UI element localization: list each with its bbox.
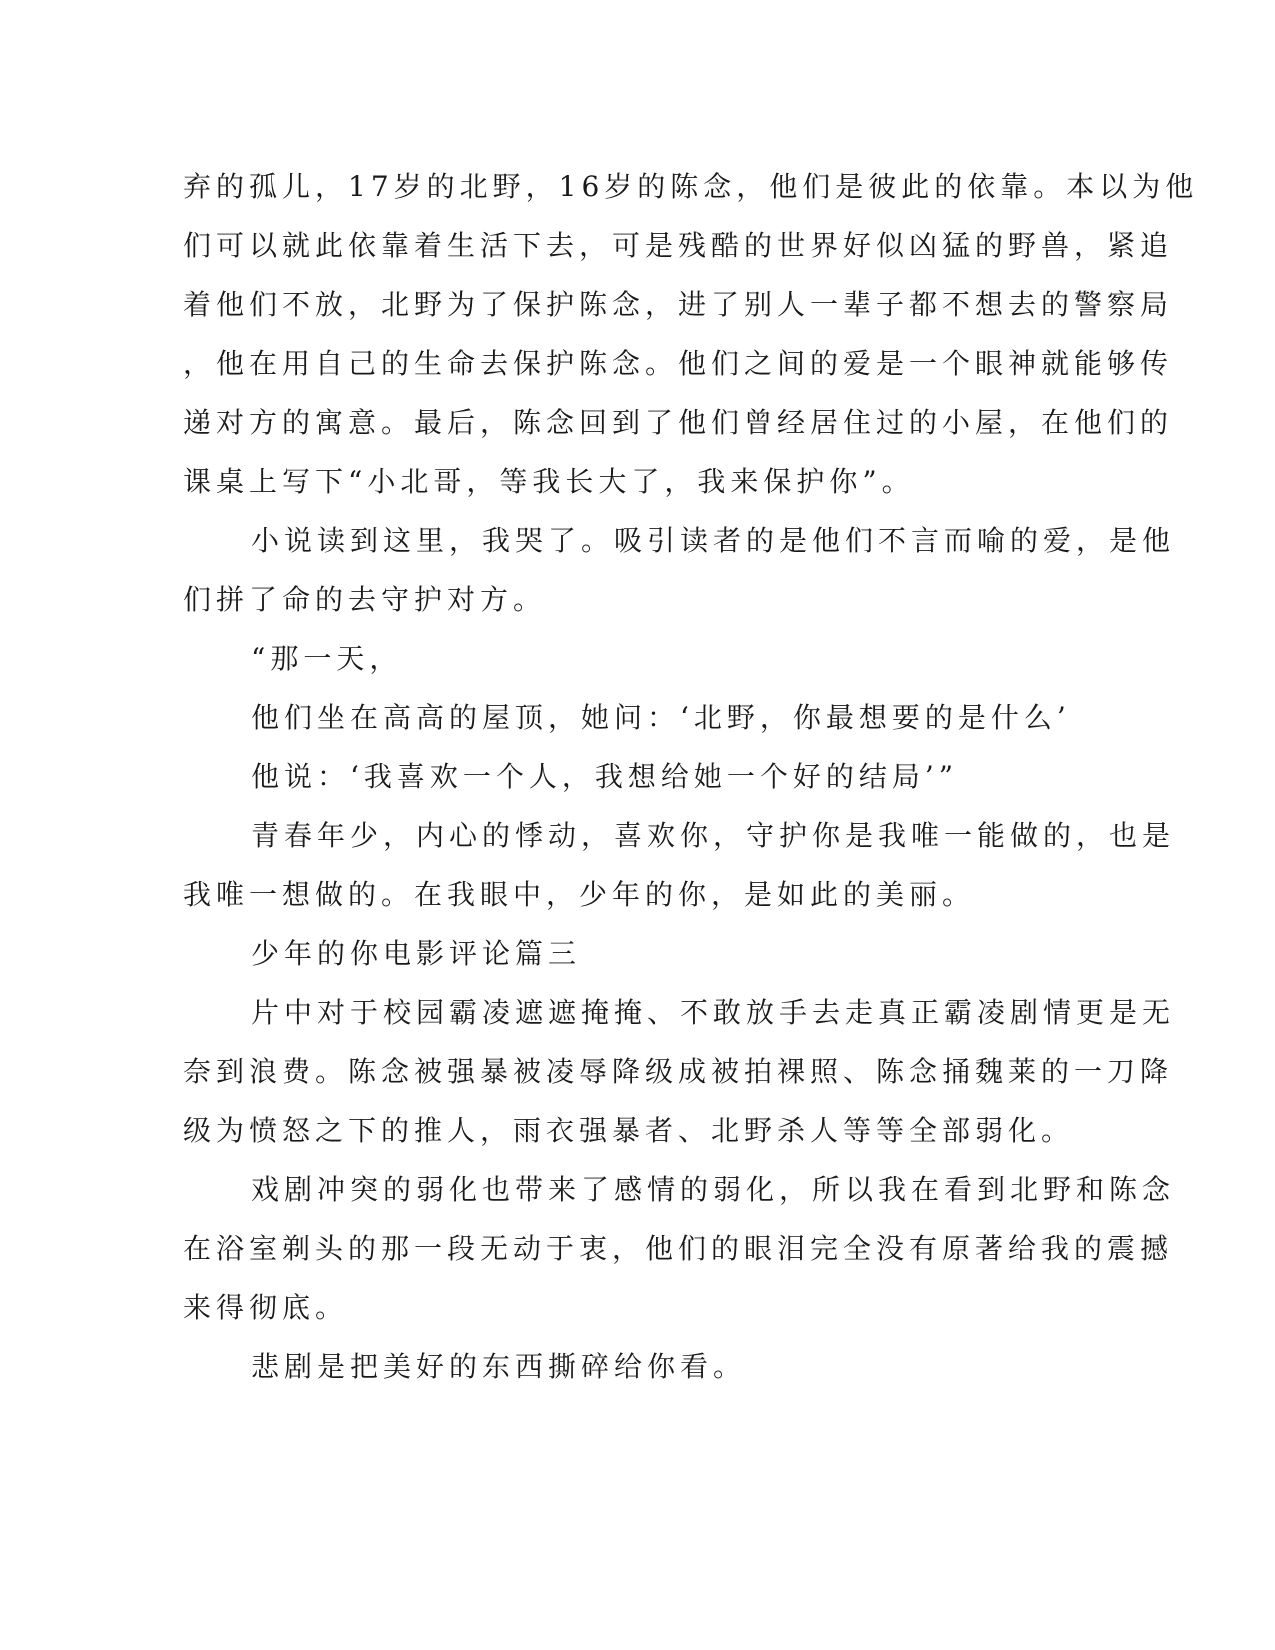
text-line: 弃的孤儿，17岁的北野，16岁的陈念，他们是彼此的依靠。本以为他 [183,170,1199,203]
text-line: 戏剧冲突的弱化也带来了感情的弱化，所以我在看到北野和陈念 [251,1173,1176,1206]
text-line: 小说读到这里，我哭了。吸引读者的是他们不言而喻的爱，是他 [251,524,1176,557]
text-line: 我唯一想做的。在我眼中，少年的你，是如此的美丽。 [183,878,976,911]
section-heading: 少年的你电影评论篇三 [251,937,582,970]
text-line: 悲剧是把美好的东西撕碎给你看。 [251,1350,747,1383]
document-body [183,157,1199,1396]
text-line: 他说：‘我喜欢一个人，我想给她一个好的结局’” [251,760,959,793]
text-line: 他们坐在高高的屋顶，她问：‘北野，你最想要的是什么’ [251,701,1071,734]
text-line: 片中对于校园霸凌遮遮掩掩、不敢放手去走真正霸凌剧情更是无 [251,996,1176,1029]
text-line: 们可以就此依靠着生活下去，可是残酷的世界好似凶猛的野兽，紧追 [183,229,1174,262]
text-line: 青春年少，内心的悸动，喜欢你，守护你是我唯一能做的，也是 [251,819,1176,852]
text-line: 递对方的寓意。最后，陈念回到了他们曾经居住过的小屋，在他们的 [183,406,1174,439]
text-line: 来得彻底。 [183,1291,349,1324]
text-line: 们拼了命的去守护对方。 [183,583,547,616]
text-line: 在浴室剃头的那一段无动于衷，他们的眼泪完全没有原著给我的震撼 [183,1232,1174,1265]
text-line: 奈到浪费。陈念被强暴被凌辱降级成被拍裸照、陈念捅魏莱的一刀降 [183,1055,1174,1088]
text-line: ，他在用自己的生命去保护陈念。他们之间的爱是一个眼神就能够传 [183,347,1174,380]
text-line: 级为愤怒之下的推人，雨衣强暴者、北野杀人等等全部弱化。 [183,1114,1075,1147]
text-line: 课桌上写下“小北哥，等我长大了，我来保护你”。 [183,465,915,498]
text-line: 着他们不放，北野为了保护陈念，进了别人一辈子都不想去的警察局 [183,288,1174,321]
text-line: “那一天， [251,642,403,675]
